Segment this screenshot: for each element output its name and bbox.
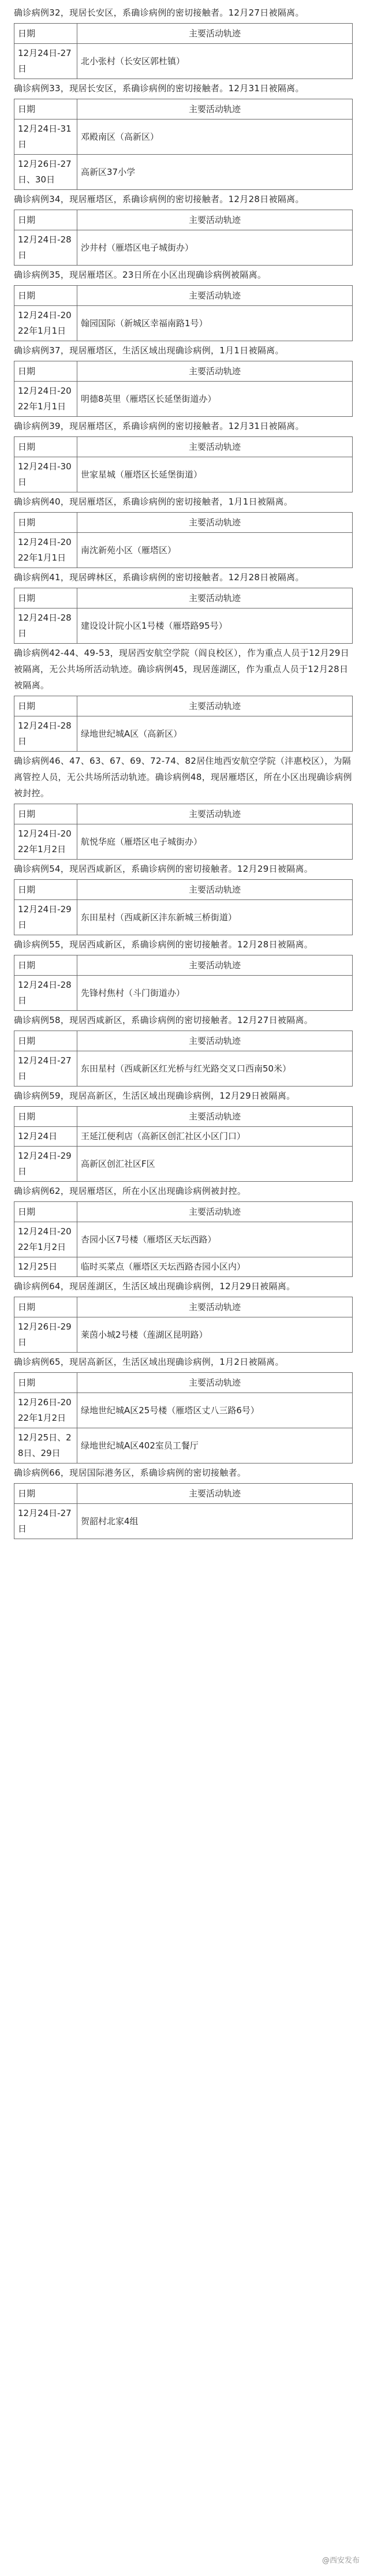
header-date: 日期 [14, 880, 77, 900]
header-activity: 主要活动轨迹 [77, 99, 353, 120]
row-activity: 绿地世纪城A区25号楼（雁塔区丈八三路6号） [77, 1393, 353, 1428]
row-date: 12月24日-29日 [14, 1147, 77, 1182]
header-activity: 主要活动轨迹 [77, 588, 353, 608]
case-note: 确诊病例37，现居雁塔区，生活区域出现确诊病例，1月1日被隔离。 [14, 345, 284, 356]
row-date: 12月24日-27日 [14, 1504, 77, 1539]
header-date: 日期 [14, 1202, 77, 1222]
watermark: @西安发布 [322, 2556, 360, 2565]
row-date: 12月24日-31日 [14, 120, 77, 155]
row-date: 12月24日-29日 [14, 900, 77, 935]
header-activity: 主要活动轨迹 [77, 955, 353, 976]
itinerary-table [14, 1106, 353, 1182]
table-header-row [14, 804, 353, 824]
table-header-row [14, 955, 353, 976]
row-date: 12月25日 [14, 1257, 77, 1277]
header-date: 日期 [14, 99, 77, 120]
case-note: 确诊病例55，现居西咸新区，系确诊病例的密切接触者。12月28日被隔离。 [14, 939, 313, 950]
itinerary-table [14, 1297, 353, 1353]
row-activity: 沙井村（雁塔区电子城街办） [77, 230, 353, 266]
table-row [14, 382, 353, 417]
case-note: 确诊病例54，现居西咸新区，系确诊病例的密切接触者。12月29日被隔离。 [14, 864, 313, 874]
table-header-row [14, 437, 353, 457]
itinerary-table [14, 210, 353, 266]
table-header-row [14, 1031, 353, 1051]
table-row [14, 457, 353, 492]
itinerary-table [14, 1483, 353, 1539]
row-activity: 王延江便利店（高新区创汇社区小区门口） [77, 1127, 353, 1147]
row-date: 12月24日-2022年1月2日 [14, 1222, 77, 1257]
header-date: 日期 [14, 1031, 77, 1051]
case-note: 确诊病例59，现居高新区，生活区域出现确诊病例，12月29日被隔离。 [14, 1091, 296, 1101]
header-date: 日期 [14, 513, 77, 533]
header-activity: 主要活动轨迹 [77, 361, 353, 382]
header-activity: 主要活动轨迹 [77, 1373, 353, 1393]
itinerary-table [14, 23, 353, 79]
header-activity: 主要活动轨迹 [77, 804, 353, 824]
case-note: 确诊病例35，现居雁塔区。23日所在小区出现确诊病例被隔离。 [14, 270, 267, 280]
case-note: 确诊病例41，现居碑林区，系确诊病例的密切接触者。12月28日被隔离。 [14, 572, 304, 583]
table-row [14, 1127, 353, 1147]
row-date: 12月24日-2022年1月1日 [14, 533, 77, 568]
table-row [14, 533, 353, 568]
itinerary-table [14, 1031, 353, 1087]
row-date: 12月24日-28日 [14, 716, 77, 752]
case-note: 确诊病例39，现居雁塔区，系确诊病例的密切接触者。12月31日被隔离。 [14, 421, 304, 431]
itinerary-table [14, 512, 353, 568]
case-note: 确诊病例62，现居雁塔区，所在小区出现确诊病例被封控。 [14, 1186, 246, 1196]
header-activity: 主要活动轨迹 [77, 696, 353, 716]
row-activity: 翰园国际（新城区幸福南路1号） [77, 306, 353, 341]
row-date: 12月24日 [14, 1127, 77, 1147]
header-activity: 主要活动轨迹 [77, 210, 353, 230]
row-activity: 邓殿南区（高新区） [77, 120, 353, 155]
table-row [14, 1257, 353, 1277]
case-note: 确诊病例40，现居雁塔区，系确诊病例的密切接触者，1月1日被隔离。 [14, 496, 293, 507]
row-date: 12月24日-28日 [14, 976, 77, 1011]
row-activity: 明德8英里（雁塔区长延堡街道办） [77, 382, 353, 417]
table-row [14, 120, 353, 155]
header-date: 日期 [14, 210, 77, 230]
table-row [14, 976, 353, 1011]
row-activity: 绿地世纪城A区402室员工餐厅 [77, 1428, 353, 1464]
table-header-row [14, 361, 353, 382]
table-header-row [14, 24, 353, 44]
header-activity: 主要活动轨迹 [77, 1107, 353, 1127]
itinerary-table [14, 436, 353, 492]
row-date: 12月26日-29日 [14, 1317, 77, 1353]
itinerary-table [14, 1201, 353, 1277]
table-row [14, 716, 353, 752]
header-date: 日期 [14, 1107, 77, 1127]
table-header-row [14, 1202, 353, 1222]
header-date: 日期 [14, 588, 77, 608]
row-activity: 高新区创汇社区F区 [77, 1147, 353, 1182]
header-activity: 主要活动轨迹 [77, 24, 353, 44]
table-header-row [14, 286, 353, 306]
row-activity: 莱茵小城2号楼（莲湖区昆明路） [77, 1317, 353, 1353]
case-note: 确诊病例34，现居雁塔区，系确诊病例的密切接触者。12月28日被隔离。 [14, 194, 304, 204]
table-row [14, 824, 353, 860]
row-date: 12月24日-27日 [14, 1051, 77, 1087]
row-date: 12月24日-2022年1月1日 [14, 382, 77, 417]
table-row [14, 1504, 353, 1539]
row-date: 12月24日-2022年1月2日 [14, 824, 77, 860]
header-date: 日期 [14, 1373, 77, 1393]
table-header-row [14, 880, 353, 900]
itinerary-table [14, 588, 353, 644]
itinerary-table [14, 879, 353, 935]
row-date: 12月26日-2022年1月2日 [14, 1393, 77, 1428]
itinerary-table [14, 1372, 353, 1464]
table-header-row [14, 1484, 353, 1504]
table-header-row [14, 696, 353, 716]
row-date: 12月26日-27日、30日 [14, 155, 77, 190]
header-date: 日期 [14, 437, 77, 457]
case-note: 确诊病例32，现居长安区，系确诊病例的密切接触者。12月27日被隔离。 [14, 8, 304, 18]
table-row [14, 1428, 353, 1464]
row-activity: 建设设计院小区1号楼（雁塔路95号） [77, 608, 353, 644]
table-header-row [14, 1373, 353, 1393]
row-activity: 南沈新苑小区（雁塔区） [77, 533, 353, 568]
case-note: 确诊病例58，现居西咸新区，系确诊病例的密切接触者。12月27日被隔离。 [14, 1015, 313, 1025]
header-activity: 主要活动轨迹 [77, 1484, 353, 1504]
table-row [14, 306, 353, 341]
itinerary-table [14, 361, 353, 417]
row-date: 12月24日-28日 [14, 230, 77, 266]
header-activity: 主要活动轨迹 [77, 513, 353, 533]
table-header-row [14, 210, 353, 230]
header-date: 日期 [14, 804, 77, 824]
row-date: 12月25日、28日、29日 [14, 1428, 77, 1464]
header-activity: 主要活动轨迹 [77, 1202, 353, 1222]
table-row [14, 1317, 353, 1353]
header-date: 日期 [14, 286, 77, 306]
header-activity: 主要活动轨迹 [77, 437, 353, 457]
table-row [14, 1051, 353, 1087]
case-note: 确诊病例42-44、49-53，现居西安航空学院（阎良校区），作为重点人员于12月29日被隔离，无公共场所活动轨迹。确诊病例45，现居莲湖区，作为重点人员于12月28日被隔离。 [14, 648, 350, 690]
table-header-row [14, 1107, 353, 1127]
header-date: 日期 [14, 361, 77, 382]
row-date: 12月24日-28日 [14, 608, 77, 644]
case-note: 确诊病例46、47、63、67、69、72-74、82居住地西安航空学院（沣惠校区），为隔离管控人员，无公共场所活动轨迹。确诊病例48，现居雁塔区，所在小区出现确诊病例被封控。 [14, 756, 352, 798]
row-activity: 贺韶村北家4组 [77, 1504, 353, 1539]
row-activity: 北小张村（长安区郭杜镇） [77, 44, 353, 79]
header-date: 日期 [14, 696, 77, 716]
table-row [14, 230, 353, 266]
row-activity: 东田星村（西咸新区红光桥与红光路交叉口西南50米） [77, 1051, 353, 1087]
row-activity: 绿地世纪城A区（高新区） [77, 716, 353, 752]
header-activity: 主要活动轨迹 [77, 1297, 353, 1317]
case-note: 确诊病例33，现居长安区，系确诊病例的密切接触者。12月31日被隔离。 [14, 83, 304, 94]
case-note: 确诊病例66，现居国际港务区，系确诊病例的密切接触者。 [14, 1468, 246, 1478]
row-activity: 先锋村焦村（斗门街道办） [77, 976, 353, 1011]
row-activity: 临时买菜点（雁塔区天坛西路杏园小区内） [77, 1257, 353, 1277]
table-row [14, 44, 353, 79]
row-activity: 杏园小区7号楼（雁塔区天坛西路） [77, 1222, 353, 1257]
table-row [14, 608, 353, 644]
table-row [14, 1393, 353, 1428]
table-row [14, 900, 353, 935]
row-date: 12月24日-30日 [14, 457, 77, 492]
case-note: 确诊病例64，现居莲湖区，生活区域出现确诊病例，12月29日被隔离。 [14, 1281, 296, 1291]
itinerary-table [14, 696, 353, 752]
row-date: 12月24日-27日 [14, 44, 77, 79]
row-activity: 高新区37小学 [77, 155, 353, 190]
itinerary-table [14, 804, 353, 860]
table-header-row [14, 513, 353, 533]
table-header-row [14, 1297, 353, 1317]
row-activity: 东田星村（西咸新区沣东新城三桥街道） [77, 900, 353, 935]
header-activity: 主要活动轨迹 [77, 286, 353, 306]
header-date: 日期 [14, 1484, 77, 1504]
case-note: 确诊病例65，现居高新区，生活区域出现确诊病例，1月2日被隔离。 [14, 1357, 284, 1367]
header-date: 日期 [14, 955, 77, 976]
header-date: 日期 [14, 24, 77, 44]
itinerary-table [14, 99, 353, 190]
table-row [14, 155, 353, 190]
header-date: 日期 [14, 1297, 77, 1317]
row-activity: 世家星城（雁塔区长延堡街道） [77, 457, 353, 492]
table-header-row [14, 588, 353, 608]
itinerary-table [14, 955, 353, 1011]
table-header-row [14, 99, 353, 120]
header-activity: 主要活动轨迹 [77, 1031, 353, 1051]
itinerary-table [14, 285, 353, 341]
table-row [14, 1147, 353, 1182]
table-row [14, 1222, 353, 1257]
row-activity: 航悦华庭（雁塔区电子城街办） [77, 824, 353, 860]
row-date: 12月24日-2022年1月1日 [14, 306, 77, 341]
header-activity: 主要活动轨迹 [77, 880, 353, 900]
